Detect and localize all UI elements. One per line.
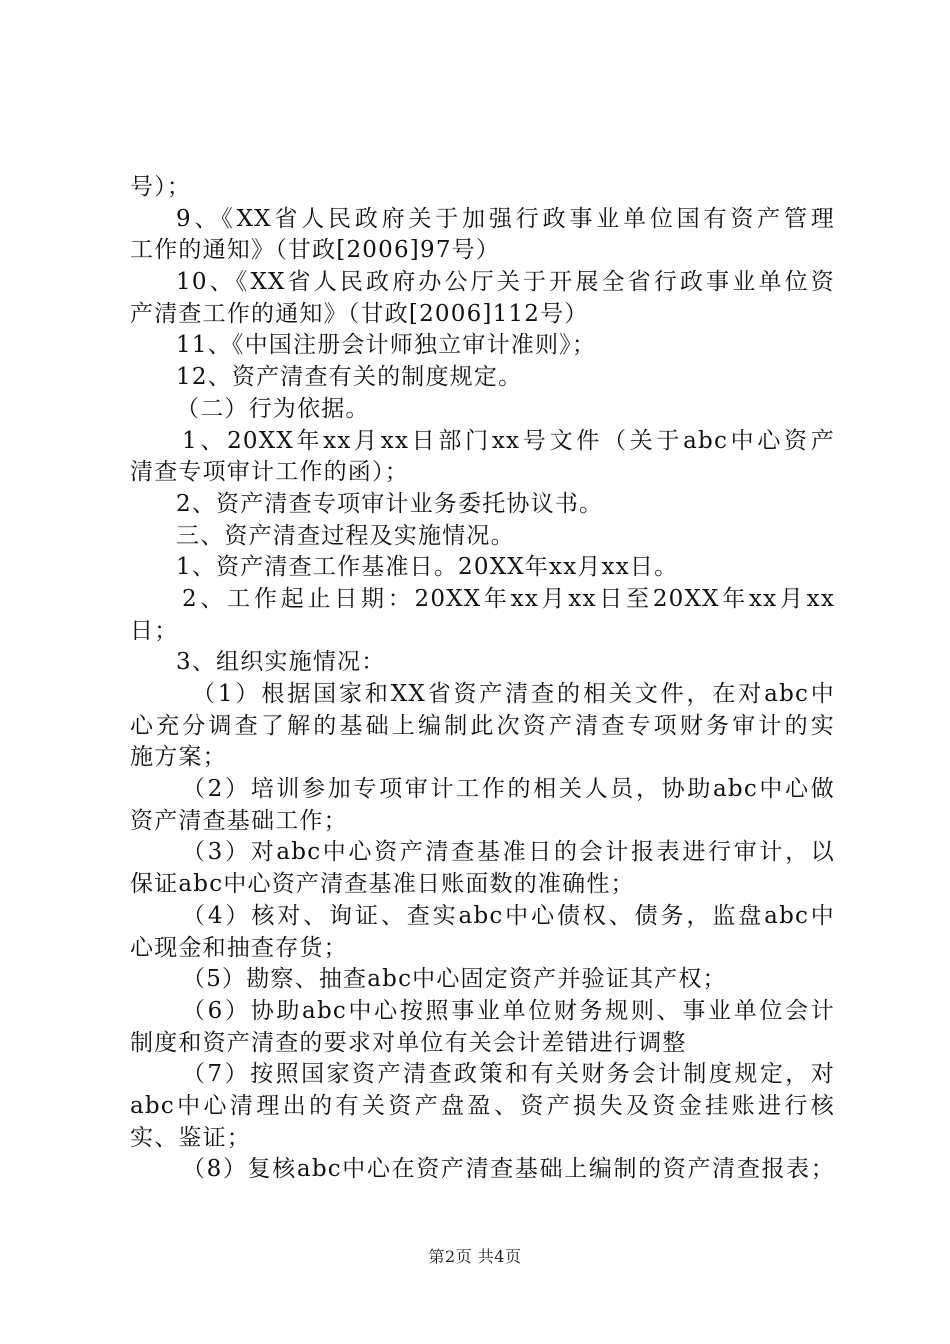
document-body [130, 172, 835, 1186]
text-line: 12、资产清查有关的制度规定。 [176, 364, 523, 391]
text-line: 2、资产清查专项审计业务委托协议书。 [176, 490, 604, 517]
text-line: （8）复核abc中心在资产清查基础上编制的资产清查报表； [182, 1156, 835, 1183]
text-line: abc中心清理出的有关资产盘盈、资产损失及资金挂账进行核 [130, 1092, 835, 1119]
text-line: 日； [130, 617, 179, 644]
text-line: 1、资产清查工作基准日。20XX年xx月xx日。 [176, 554, 679, 581]
text-line: 11、《中国注册会计师独立审计准则》； [176, 332, 597, 359]
text-line: （1）根据国家和XX省资产清查的相关文件，在对abc中 [192, 681, 835, 707]
page-footer: 第2页 共4页 [428, 1247, 522, 1266]
text-line: 3、组织实施情况： [176, 649, 386, 676]
text-line: 清查专项审计工作的函）； [130, 459, 409, 486]
text-line: （2）培训参加专项审计工作的相关人员，协助abc中心做 [182, 776, 835, 803]
text-line: 保证abc中心资产清查基准日账面数的准确性； [130, 871, 635, 898]
text-line: 资产清查基础工作； [130, 807, 348, 834]
text-line: 号）； [130, 174, 192, 200]
text-line: （5）勘察、抽查abc中心固定资产并验证其产权； [182, 966, 727, 993]
text-line: （7）按照国家资产清查政策和有关财务会计制度规定，对 [182, 1061, 835, 1088]
text-line: 心充分调查了解的基础上编制此次资产清查专项财务审计的实 [130, 712, 835, 739]
text-line: 10、《XX省人民政府办公厅关于开展全省行政事业单位资 [176, 269, 835, 296]
text-line: 施方案； [130, 744, 227, 771]
text-line: 实、鉴证； [130, 1124, 251, 1151]
text-line: （3）对abc中心资产清查基准日的会计报表进行审计，以 [182, 839, 835, 866]
text-line: 工作的通知》（甘政[2006]97号） [130, 237, 501, 264]
text-line: 制度和资产清查的要求对单位有关会计差错进行调整 [130, 1029, 687, 1056]
text-line: （6）协助abc中心按照事业单位财务规则、事业单位会计 [182, 997, 835, 1024]
text-line: 三、资产清查过程及实施情况。 [176, 522, 515, 549]
text-line: （二）行为依据。 [176, 395, 370, 422]
text-line: 2、工作起止日期：20XX年xx月xx日至20XX年xx月xx [182, 585, 835, 612]
text-line: 1、20XX年xx月xx日部门xx号文件（关于abc中心资产 [182, 427, 835, 454]
text-line: 产清查工作的通知》（甘政[2006]112号） [130, 300, 589, 327]
text-line: 9、《XX省人民政府关于加强行政事业单位国有资产管理 [176, 205, 835, 232]
text-line: （4）核对、询证、查实abc中心债权、债务，监盘abc中 [182, 902, 835, 929]
text-line: 心现金和抽查存货； [130, 934, 348, 961]
